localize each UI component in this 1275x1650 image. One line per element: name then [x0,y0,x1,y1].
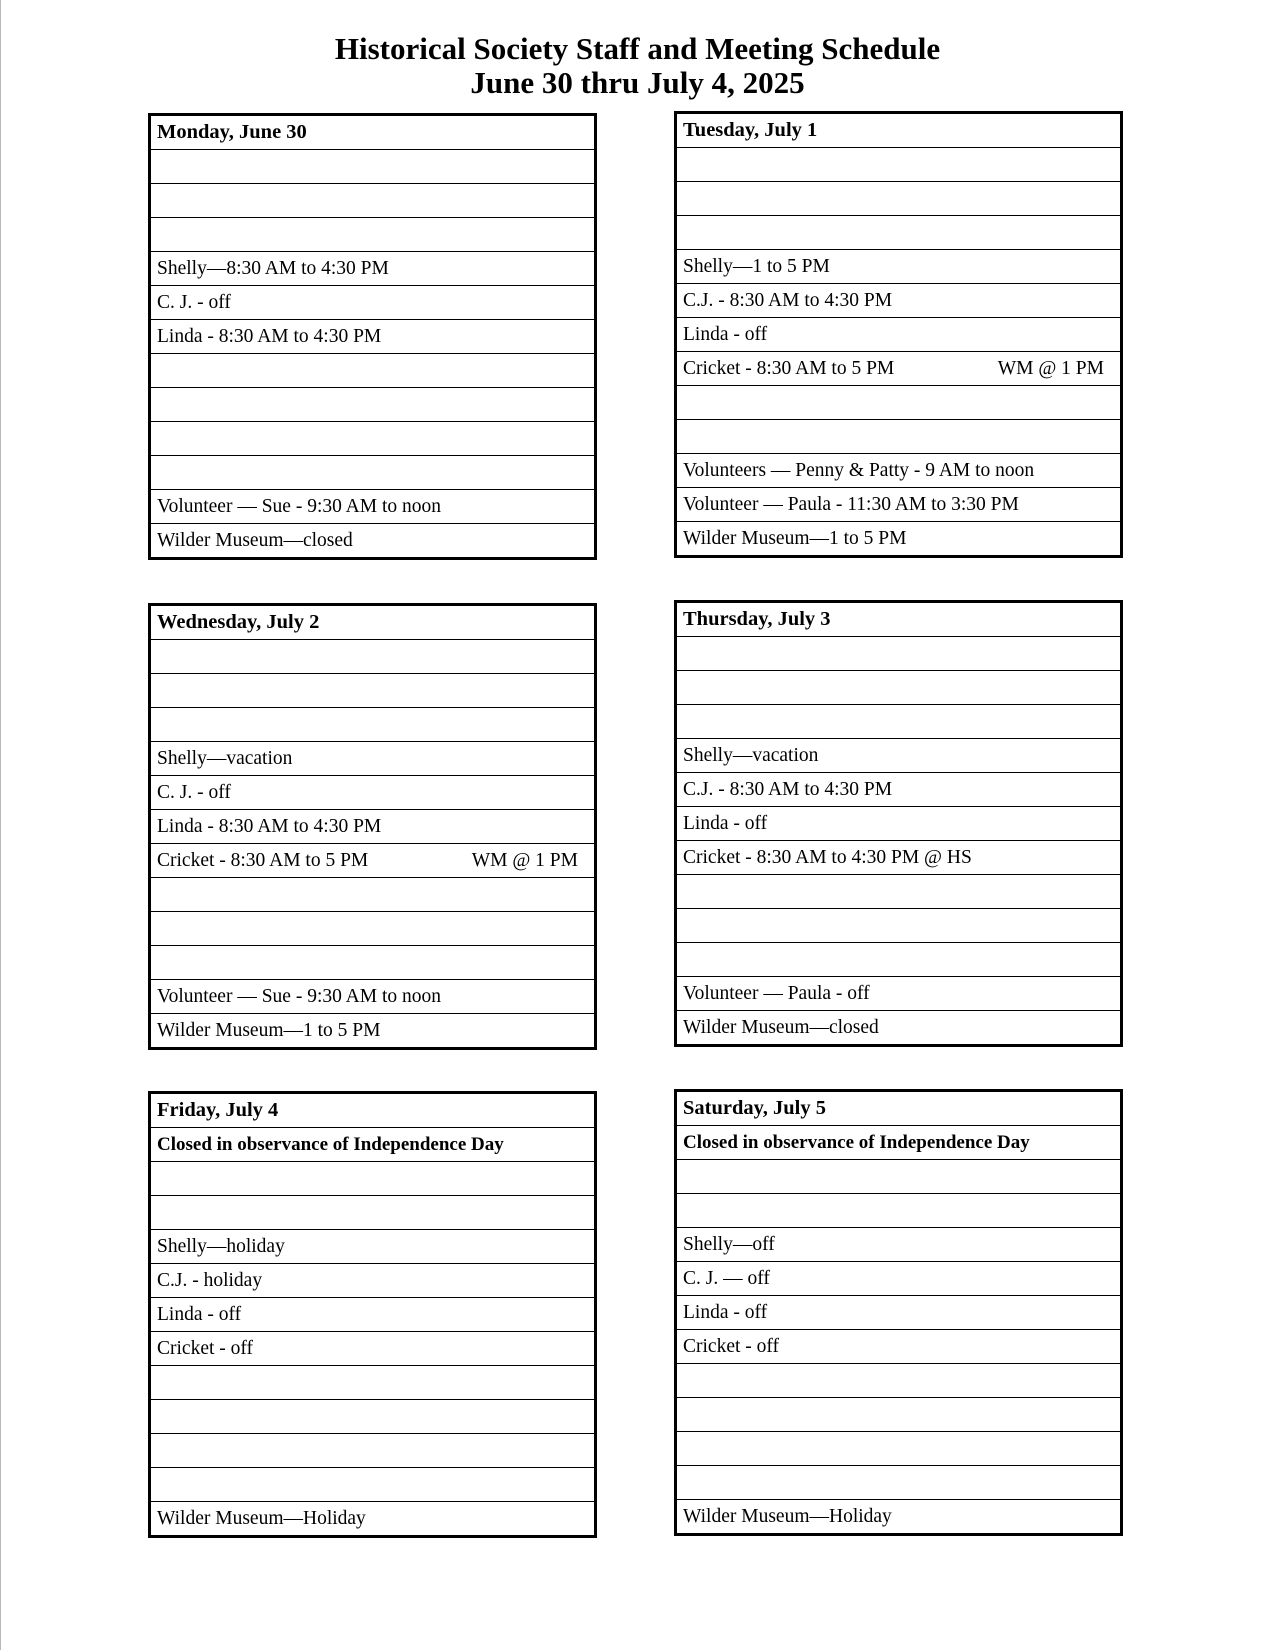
row-text: Cricket - off [683,1335,780,1357]
schedule-row [151,843,594,877]
schedule-row [677,1295,1120,1329]
row-text: Volunteer — Paula - 11:30 AM to 3:30 PM [683,493,1019,515]
schedule-row [677,487,1120,521]
schedule-row [677,670,1120,704]
schedule-row [677,385,1120,419]
schedule-row [677,1431,1120,1465]
row-text: Cricket - off [157,1337,254,1359]
row-text: Wilder Museum—Holiday [683,1505,892,1527]
row-text: Linda - off [683,1301,768,1323]
schedule-row [151,421,594,455]
row-text: Cricket - 8:30 AM to 4:30 PM @ HS [683,846,972,868]
schedule-row [151,1501,594,1535]
row-text: Cricket - 8:30 AM to 5 PM [683,357,895,379]
row-text: Wilder Museum—closed [157,529,353,551]
schedule-row [677,1465,1120,1499]
day-heading: Saturday, July 5 [683,1097,826,1119]
schedule-row [151,251,594,285]
schedule-row [151,1399,594,1433]
day-heading: Friday, July 4 [157,1099,279,1121]
schedule-row [677,181,1120,215]
schedule-row [677,908,1120,942]
schedule-row [151,775,594,809]
row-text: C. J. — off [683,1267,770,1289]
row-text: C. J. - off [157,781,231,803]
schedule-row [677,1193,1120,1227]
row-text: C.J. - 8:30 AM to 4:30 PM [683,289,893,311]
schedule-row [151,1433,594,1467]
schedule-row [151,387,594,421]
row-text: Shelly—8:30 AM to 4:30 PM [157,257,389,279]
schedule-row [151,1467,594,1501]
day-heading: Wednesday, July 2 [157,611,320,633]
schedule-row [677,1363,1120,1397]
schedule-row [677,283,1120,317]
schedule-row [677,806,1120,840]
row-text: Linda - 8:30 AM to 4:30 PM [157,815,382,837]
schedule-row [677,772,1120,806]
day-table-thursday [674,600,1123,1047]
schedule-row [151,1195,594,1229]
row-text: Shelly—vacation [683,744,819,766]
row-text: C. J. - off [157,291,231,313]
schedule-row [677,249,1120,283]
schedule-row [151,149,594,183]
row-text: Shelly—1 to 5 PM [683,255,830,277]
schedule-row [677,704,1120,738]
schedule-row [151,489,594,523]
schedule-row [677,874,1120,908]
schedule-row [677,840,1120,874]
day-table-saturday [674,1089,1123,1536]
schedule-row [677,1227,1120,1261]
schedule-row [677,521,1120,555]
schedule-row [151,1263,594,1297]
schedule-row [151,1161,594,1195]
schedule-row [151,809,594,843]
closure-notice: Closed in observance of Independence Day [151,1127,594,1161]
day-table-friday [148,1091,597,1538]
title-line-1: Historical Society Staff and Meeting Schedule [334,31,941,66]
schedule-row [677,1329,1120,1363]
row-text: Wilder Museum—1 to 5 PM [157,1019,381,1041]
schedule-row [677,317,1120,351]
schedule-row [151,183,594,217]
row-text: Volunteer — Paula - off [683,982,870,1004]
row-text: Wilder Museum—1 to 5 PM [683,527,907,549]
schedule-row [151,217,594,251]
page-left-edge [0,0,1,1650]
row-text: C.J. - holiday [157,1269,263,1291]
schedule-row [151,1013,594,1047]
row-text: Volunteer — Sue - 9:30 AM to noon [157,985,442,1007]
schedule-row [151,285,594,319]
row-text: Cricket - 8:30 AM to 5 PM [157,849,369,871]
schedule-row [677,147,1120,181]
schedule-row [677,1261,1120,1295]
day-heading: Tuesday, July 1 [683,119,818,141]
row-text: Linda - 8:30 AM to 4:30 PM [157,325,382,347]
schedule-row [151,877,594,911]
day-table-wednesday [148,603,597,1050]
schedule-row [677,942,1120,976]
schedule-row [677,215,1120,249]
row-text: Wilder Museum—Holiday [157,1507,366,1529]
schedule-row [677,1397,1120,1431]
schedule-row [677,351,1120,385]
schedule-row [677,1010,1120,1044]
row-text: Wilder Museum—closed [683,1016,879,1038]
schedule-row [677,1159,1120,1193]
schedule-row [151,911,594,945]
title-line-2: June 30 thru July 4, 2025 [470,65,805,100]
schedule-row [151,455,594,489]
schedule-row [151,707,594,741]
row-text: Shelly—vacation [157,747,293,769]
schedule-row [151,1365,594,1399]
day-table-tuesday [674,111,1123,558]
schedule-title [0,32,1275,100]
schedule-row [151,319,594,353]
schedule-row [151,1331,594,1365]
row-text: C.J. - 8:30 AM to 4:30 PM [683,778,893,800]
schedule-row [677,976,1120,1010]
day-heading: Monday, June 30 [157,121,307,143]
schedule-row [151,523,594,557]
schedule-row [677,1499,1120,1533]
schedule-row [151,1229,594,1263]
closure-notice: Closed in observance of Independence Day [677,1125,1120,1159]
schedule-row [151,945,594,979]
schedule-row [151,1297,594,1331]
row-text: Shelly—holiday [157,1235,285,1257]
row-note: WM @ 1 PM [997,357,1104,379]
row-text: Volunteer — Sue - 9:30 AM to noon [157,495,442,517]
schedule-row [677,453,1120,487]
row-text: Volunteers — Penny & Patty - 9 AM to noon [683,459,1035,481]
row-note: WM @ 1 PM [471,849,578,871]
schedule-row [677,636,1120,670]
schedule-row [677,738,1120,772]
schedule-row [677,419,1120,453]
schedule-row [151,353,594,387]
day-heading: Thursday, July 3 [683,608,831,630]
day-table-monday [148,113,597,560]
row-text: Linda - off [157,1303,242,1325]
schedule-row [151,741,594,775]
schedule-row [151,979,594,1013]
schedule-row [151,639,594,673]
schedule-row [151,673,594,707]
row-text: Linda - off [683,812,768,834]
row-text: Linda - off [683,323,768,345]
row-text: Shelly—off [683,1233,775,1255]
